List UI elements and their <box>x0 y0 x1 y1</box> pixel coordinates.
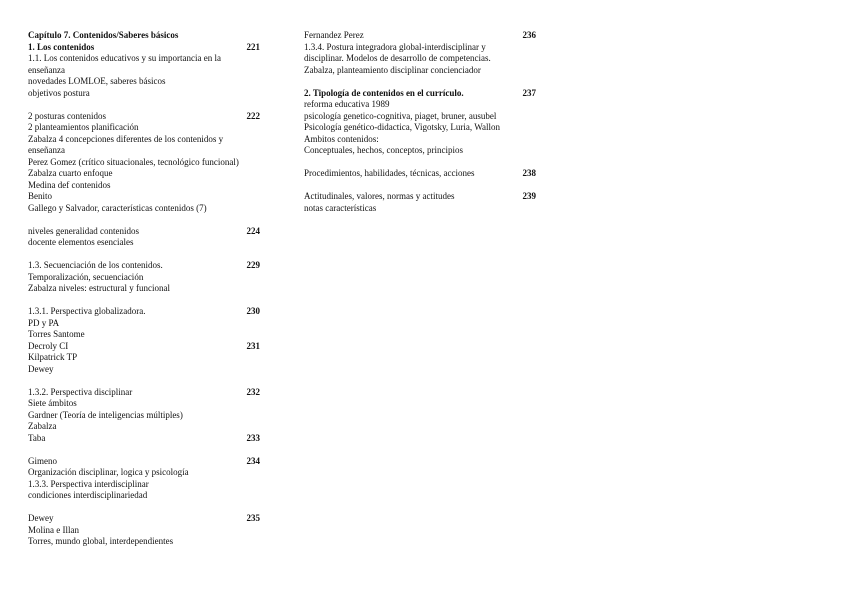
spacer <box>28 375 260 387</box>
toc-entry-text: Gardner (Teoría de inteligencias múltiples) <box>28 409 183 420</box>
right-column <box>304 30 536 214</box>
toc-entry <box>28 479 260 491</box>
toc-entry <box>304 122 536 134</box>
toc-entry <box>304 88 536 100</box>
page-number: 235 <box>246 513 260 523</box>
toc-entry-text: psicología genetico-cognitiva, piaget, bruner, ausubel <box>304 110 497 121</box>
toc-entry-text: Taba <box>28 432 46 443</box>
toc-entry <box>28 525 260 537</box>
page-number: 231 <box>246 340 260 351</box>
spacer <box>28 214 260 226</box>
toc-entry <box>28 283 260 295</box>
toc-entry <box>28 352 260 364</box>
toc-entry-text: 1.3.4. Postura integradora global-interdisciplinar y disciplinar. Modelos de desarrollo de competencias. <box>304 41 491 63</box>
toc-entry <box>28 329 260 341</box>
toc-entry-text: Procedimientos, habilidades, técnicas, acciones <box>304 168 475 178</box>
toc-entry-text: notas características <box>304 202 377 213</box>
toc-entry-text: PD y PA <box>28 317 60 328</box>
page-number: 239 <box>522 191 536 201</box>
toc-entry <box>28 272 260 284</box>
toc-entry <box>28 410 260 422</box>
spacer <box>304 180 536 192</box>
page-number: 237 <box>522 87 536 98</box>
toc-entry-text: Dewey <box>28 513 54 523</box>
toc-entry-text: 2 posturas contenidos <box>28 110 106 121</box>
toc-entry-text: Zabalza cuarto enfoque <box>28 168 113 178</box>
toc-entry-text: 2. Tipología de contenidos en el currículo. <box>304 87 464 98</box>
toc-entry <box>28 490 260 502</box>
spacer <box>28 295 260 307</box>
toc-entry-text: Siete ámbitos <box>28 398 77 408</box>
spacer <box>28 99 260 111</box>
page-number: 222 <box>246 110 260 121</box>
toc-entry-text: 1.3.3. Perspectiva interdisciplinar <box>28 478 149 489</box>
toc-entry-text: 1.3.1. Perspectiva globalizadora. <box>28 306 146 316</box>
toc-entry <box>28 456 260 468</box>
page-number: 236 <box>522 30 536 40</box>
toc-entry-text: Zabalza 4 concepciones diferentes de los contenidos y enseñanza <box>28 133 224 155</box>
toc-entry <box>28 226 260 238</box>
page-number: 224 <box>246 225 260 236</box>
toc-entry-text: Benito <box>28 191 52 201</box>
toc-entry-text: objetivos postura <box>28 87 90 98</box>
toc-entry <box>28 53 260 76</box>
toc-entry <box>28 134 260 157</box>
toc-entry-text: Conceptuales, hechos, conceptos, principios <box>304 145 463 155</box>
toc-entry-text: novedades LOMLOE, saberes básicos <box>28 76 166 86</box>
toc-entry <box>28 88 260 100</box>
toc-entry-text: Zabalza niveles: estructural y funcional <box>28 283 170 293</box>
toc-entry-text: Molina e Illan <box>28 524 79 535</box>
toc-entry <box>28 168 260 180</box>
toc-entry <box>304 30 536 42</box>
toc-entry <box>28 42 260 54</box>
page-number: 233 <box>246 432 260 443</box>
toc-entry <box>28 111 260 123</box>
toc-entry-text: Gimeno <box>28 455 57 466</box>
toc-entry <box>304 42 536 65</box>
toc-entry-text: Medina def contenidos <box>28 179 111 190</box>
toc-entry <box>28 122 260 134</box>
page-number: 238 <box>522 168 536 178</box>
toc-entry <box>304 134 536 146</box>
toc-entry <box>28 341 260 353</box>
toc-entry <box>28 191 260 203</box>
toc-entry-text: reforma educativa 1989 <box>304 99 390 109</box>
toc-entry-text: 1. Los contenidos <box>28 41 95 52</box>
toc-entry-text: docente elementos esenciales <box>28 237 134 247</box>
toc-entry-text: Zabalza <box>28 421 57 431</box>
toc-entry <box>28 387 260 399</box>
left-column <box>28 30 260 548</box>
toc-entry-text: Temporalización, secuenciación <box>28 271 144 282</box>
toc-entry-text: Capítulo 7. Contenidos/Saberes básicos <box>28 30 179 40</box>
toc-entry-text: Gallego y Salvador, características contenidos (7) <box>28 202 207 213</box>
spacer <box>28 249 260 261</box>
spacer <box>28 502 260 514</box>
page-number: 232 <box>246 386 260 397</box>
toc-entry <box>304 168 536 180</box>
toc-entry-text: Fernandez Perez <box>304 30 364 40</box>
toc-entry-text: Dewey <box>28 363 54 374</box>
spacer <box>304 76 536 88</box>
toc-entry-text: Ambitos contenidos: <box>304 133 379 144</box>
spacer <box>304 157 536 169</box>
toc-entry-text: 1.1. Los contenidos educativos y su importancia en la enseñanza <box>28 53 221 75</box>
page-number: 221 <box>246 41 260 52</box>
toc-entry <box>28 306 260 318</box>
toc-entry-text: condiciones interdisciplinariedad <box>28 490 148 500</box>
page-number: 234 <box>246 455 260 466</box>
toc-entry-text: 1.3.2. Perspectiva disciplinar <box>28 386 133 397</box>
page-number: 229 <box>246 260 260 270</box>
toc-entry <box>28 513 260 525</box>
toc-entry <box>28 260 260 272</box>
toc-entry-text: 1.3. Secuenciación de los contenidos. <box>28 260 163 270</box>
toc-entry-text: Torres, mundo global, interdependientes <box>28 536 174 546</box>
toc-entry <box>28 237 260 249</box>
toc-entry-text: Zabalza, planteamiento disciplinar concienciador <box>304 64 481 75</box>
toc-entry <box>28 536 260 548</box>
toc-entry-text: Torres Santome <box>28 329 85 339</box>
toc-entry <box>304 203 536 215</box>
toc-entry <box>304 65 536 77</box>
toc-entry <box>28 157 260 169</box>
toc-entry <box>304 145 536 157</box>
toc-entry-text: Actitudinales, valores, normas y actitudes <box>304 191 455 201</box>
toc-entry-text: Psicología genético-didactica, Vigotsky, Luria, Wallon <box>304 122 501 132</box>
toc-entry <box>28 203 260 215</box>
toc-entry-text: niveles generalidad contenidos <box>28 225 139 236</box>
toc-entry <box>304 191 536 203</box>
toc-entry-text: Decroly CI <box>28 340 69 351</box>
toc-entry <box>28 433 260 445</box>
toc-entry-text: 2 planteamientos planificación <box>28 122 139 132</box>
toc-entry <box>28 318 260 330</box>
toc-entry-text: Organización disciplinar, logica y psicología <box>28 467 189 477</box>
toc-entry <box>28 180 260 192</box>
toc-entry <box>28 30 260 42</box>
spacer <box>28 444 260 456</box>
toc-entry <box>304 111 536 123</box>
page-number: 230 <box>246 306 260 316</box>
toc-entry-text: Perez Gomez (crítico situacionales, tecnológico funcional) <box>28 156 239 167</box>
toc-entry <box>28 76 260 88</box>
toc-entry <box>28 467 260 479</box>
toc-entry <box>28 421 260 433</box>
toc-entry <box>304 99 536 111</box>
toc-entry-text: Kilpatrick TP <box>28 352 78 362</box>
toc-entry <box>28 398 260 410</box>
toc-entry <box>28 364 260 376</box>
